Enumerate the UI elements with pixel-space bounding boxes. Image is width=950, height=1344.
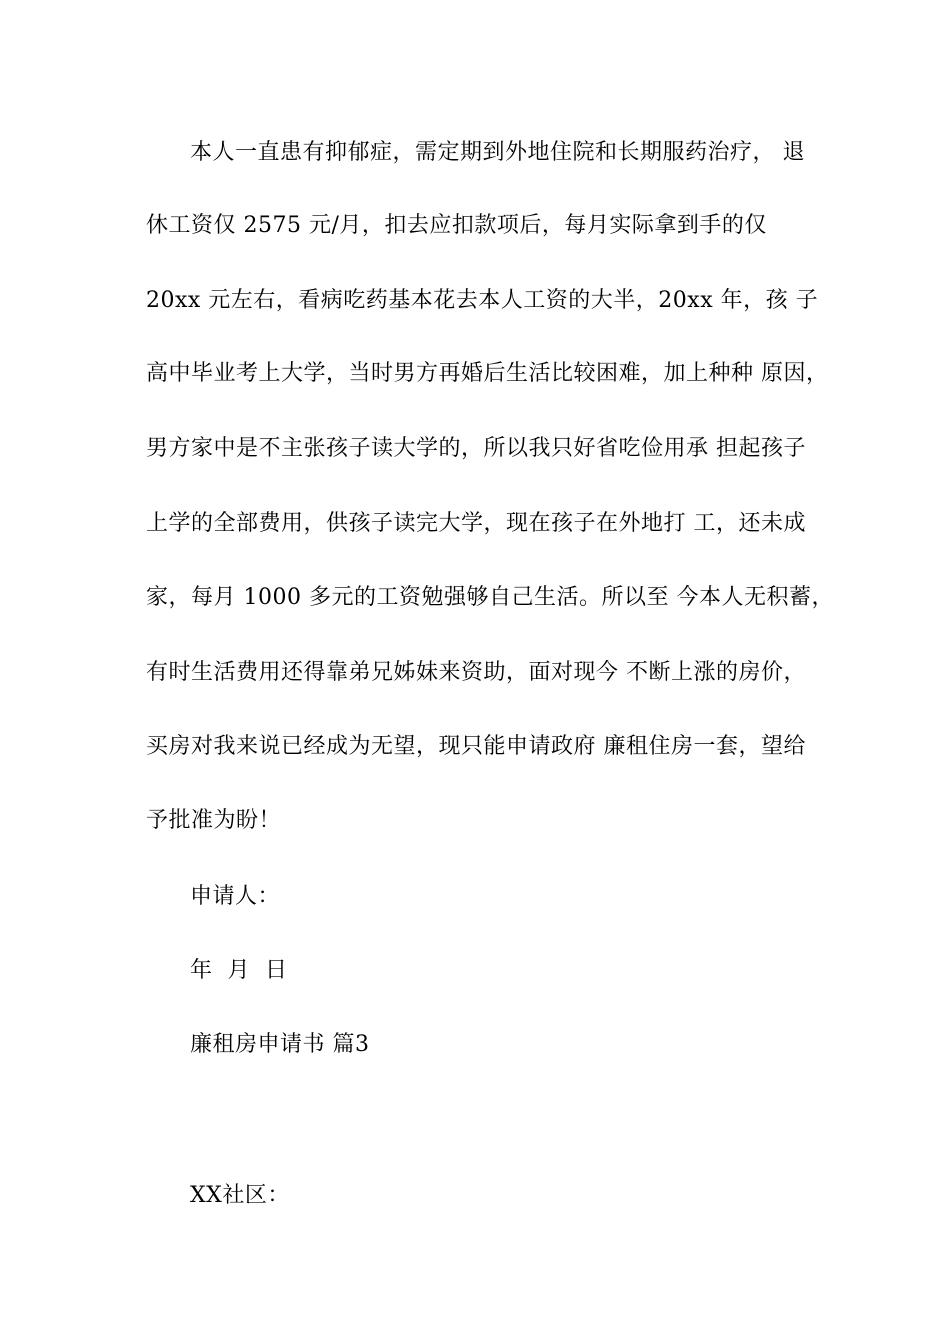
- paragraph-line-5: 男方家中是不主张孩子读大学的，所以我只好省吃俭用承 担起孩子: [146, 436, 806, 461]
- paragraph-line-8: 有时生活费用还得靠弟兄姊妹来资助，面对现今 不断上涨的房价，: [146, 660, 806, 685]
- applicant-label: 申请人：: [190, 884, 281, 909]
- paragraph-line-10: 予批准为盼！: [146, 808, 282, 833]
- addressee: XX社区：: [190, 1183, 290, 1208]
- paragraph-line-3: 20xx 元左右，看病吃药基本花去本人工资的大半，20xx 年，孩 子: [146, 288, 819, 313]
- date-label: 年 月 日: [190, 958, 288, 983]
- paragraph-line-9: 买房对我来说已经成为无望，现只能申请政府 廉租住房一套，望给: [146, 734, 806, 759]
- paragraph-line-4: 高中毕业考上大学，当时男方再婚后生活比较困难，加上种种 原因，: [146, 361, 829, 386]
- paragraph-line-2: 休工资仅 2575 元/月，扣去应扣款项后，每月实际拿到手的仅: [146, 213, 767, 238]
- paragraph-line-1: 本人一直患有抑郁症，需定期到外地住院和长期服药治疗， 退: [190, 140, 805, 165]
- paragraph-line-6: 上学的全部费用，供孩子读完大学，现在孩子在外地打 工，还未成: [146, 511, 806, 536]
- paragraph-line-7: 家，每月 1000 多元的工资勉强够自己生活。所以至 今本人无积蓄，: [146, 585, 834, 610]
- section-title: 廉租房申请书 篇3: [190, 1032, 370, 1057]
